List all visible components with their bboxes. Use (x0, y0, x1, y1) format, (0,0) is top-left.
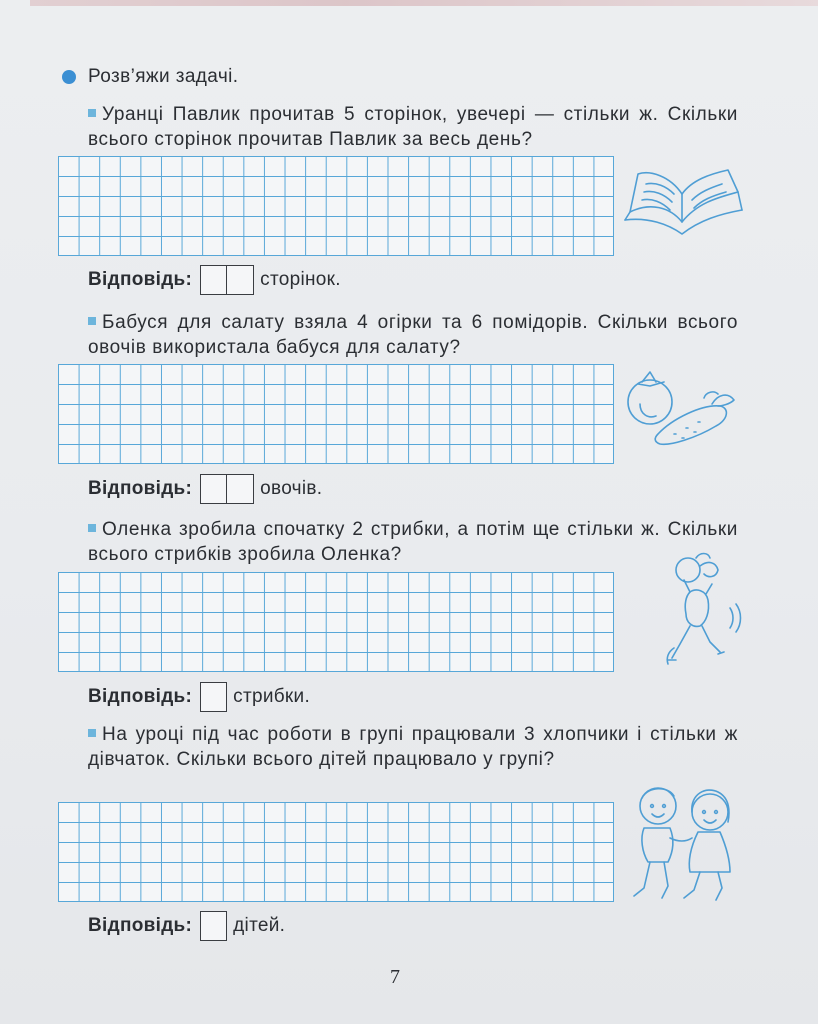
answer-unit: стрибки. (233, 686, 311, 707)
section-heading (62, 66, 238, 88)
task-2-grid[interactable] (58, 364, 614, 464)
answer-unit: овочів. (260, 478, 323, 499)
answer-label: Відповідь: (88, 686, 193, 707)
answer-boxes (200, 911, 227, 941)
tomato-cucumber-icon (622, 364, 742, 454)
square-bullet-icon (88, 317, 96, 325)
task-1-answer (88, 265, 341, 295)
square-bullet-icon (88, 109, 96, 117)
task-1-grid[interactable] (58, 156, 614, 256)
answer-box[interactable] (200, 911, 227, 941)
task-2-text: Бабуся для салату взяла 4 огірки та 6 помідорів. Скільки всього овочів використала бабуся для салату? (88, 312, 738, 358)
square-bullet-icon (88, 524, 96, 532)
answer-box[interactable] (227, 474, 254, 504)
task-2-answer (88, 474, 322, 504)
open-book-icon (620, 162, 745, 242)
task-3-text: Оленка зробила спочатку 2 стрибки, а потім ще стільки ж. Скільки всього стрибків зробила Оленка? (88, 519, 738, 565)
answer-box[interactable] (200, 474, 227, 504)
task-4-grid[interactable] (58, 802, 614, 902)
task-4-answer (88, 911, 285, 941)
blue-dot-icon (62, 70, 76, 84)
answer-boxes (200, 265, 254, 295)
answer-box[interactable] (200, 682, 227, 712)
heading-text: Розв’яжи задачі. (88, 66, 239, 87)
answer-boxes (200, 474, 254, 504)
task-3-answer (88, 682, 310, 712)
square-bullet-icon (88, 729, 96, 737)
task-4-text: На уроці під час роботи в групі працювали 3 хлопчики і стільки ж дівчаток. Скільки всього дітей працювало у групі? (88, 724, 738, 770)
answer-box[interactable] (227, 265, 254, 295)
answer-unit: сторінок. (260, 269, 341, 290)
task-3-grid[interactable] (58, 572, 614, 672)
answer-label: Відповідь: (88, 915, 193, 936)
jumping-girl-icon (660, 548, 745, 673)
answer-unit: дітей. (233, 915, 286, 936)
boy-and-girl-icon (626, 778, 744, 906)
page-number: 7 (390, 966, 400, 988)
page-top-edge (30, 0, 818, 6)
task-1-text: Уранці Павлик прочитав 5 сторінок, увечері — стільки ж. Скільки всього сторінок прочитав Павлик за весь день? (88, 104, 738, 150)
answer-label: Відповідь: (88, 269, 193, 290)
answer-box[interactable] (200, 265, 227, 295)
answer-boxes (200, 682, 227, 712)
answer-label: Відповідь: (88, 478, 193, 499)
